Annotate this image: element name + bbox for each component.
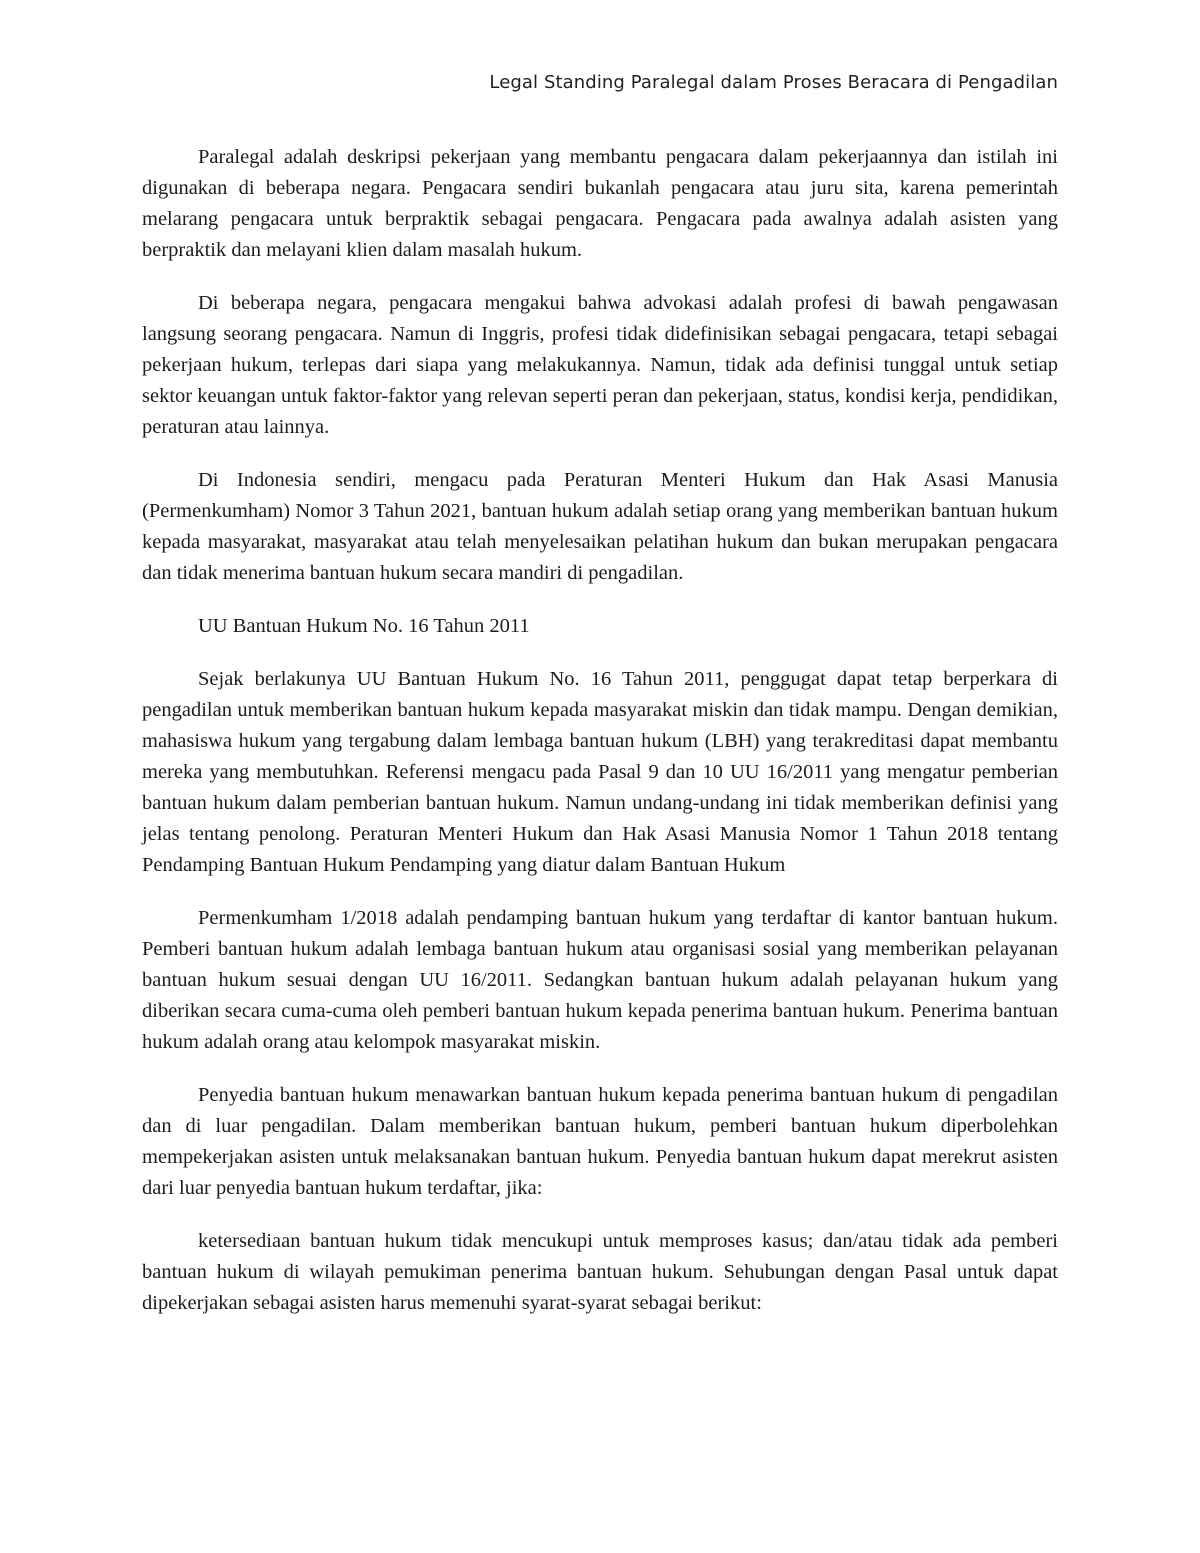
subheading-uu-bantuan-hukum: UU Bantuan Hukum No. 16 Tahun 2011 xyxy=(198,615,530,637)
paragraph-other-countries: Di beberapa negara, pengacara mengakui bahwa advokasi adalah profesi di bawah pengawasan langsung seorang pengacara. Namun di Inggris, profesi tidak didefinisikan sebagai pengacara, tetapi sebagai pekerjaan hukum, terlepas dari siapa yang melakukannya. Namun, tidak ada definisi tunggal untuk setiap sektor keuangan untuk faktor-faktor yang relevan seperti peran dan pekerjaan, status, kondisi kerja, pendidikan, peraturan atau lainnya. xyxy=(142,292,1058,438)
paragraph-penyedia-bantuan-hukum: Penyedia bantuan hukum menawarkan bantuan hukum kepada penerima bantuan hukum di pengadilan dan di luar pengadilan. Dalam memberikan bantuan hukum, pemberi bantuan hukum diperbolehkan mempekerjakan asisten untuk melaksanakan bantuan hukum. Penyedia bantuan hukum dapat merekrut asisten dari luar penyedia bantuan hukum terdaftar, jika: xyxy=(142,1084,1058,1199)
paragraph-uu-16-2011: Sejak berlakunya UU Bantuan Hukum No. 16 Tahun 2011, penggugat dapat tetap berperkara di pengadilan untuk memberikan bantuan hukum kepada masyarakat miskin dan tidak mampu. Dengan demikian, mahasiswa hukum yang tergabung dalam lembaga bantuan hukum (LBH) yang terakreditasi dapat membantu mereka yang membutuhkan. Referensi mengacu pada Pasal 9 dan 10 UU 16/2011 yang mengatur pemberian bantuan hukum dalam pemberian bantuan hukum. Namun undang-undang ini tidak memberikan definisi yang jelas tentang penolong. Peraturan Menteri Hukum dan Hak Asasi Manusia Nomor 1 Tahun 2018 tentang Pendamping Bantuan Hukum Pendamping yang diatur dalam Bantuan Hukum xyxy=(142,668,1058,876)
document-body xyxy=(142,142,1058,1319)
paragraph-permenkumham-1-2018: Permenkumham 1/2018 adalah pendamping bantuan hukum yang terdaftar di kantor bantuan hukum. Pemberi bantuan hukum adalah lembaga bantuan hukum atau organisasi sosial yang memberikan pelayanan bantuan hukum sesuai dengan UU 16/2011. Sedangkan bantuan hukum adalah pelayanan hukum yang diberikan secara cuma-cuma oleh pemberi bantuan hukum kepada penerima bantuan hukum. Penerima bantuan hukum adalah orang atau kelompok masyarakat miskin. xyxy=(142,907,1058,1053)
paragraph-indonesia: Di Indonesia sendiri, mengacu pada Peraturan Menteri Hukum dan Hak Asasi Manusia (Permenkumham) Nomor 3 Tahun 2021, bantuan hukum adalah setiap orang yang memberikan bantuan hukum kepada masyarakat, masyarakat atau telah menyelesaikan pelatihan hukum dan bukan merupakan pengacara dan tidak menerima bantuan hukum secara mandiri di pengadilan. xyxy=(142,469,1058,584)
paragraph-paralegal-definition: Paralegal adalah deskripsi pekerjaan yang membantu pengacara dalam pekerjaannya dan istilah ini digunakan di beberapa negara. Pengacara sendiri bukanlah pengacara atau juru sita, karena pemerintah melarang pengacara untuk berpraktik sebagai pengacara. Pengacara pada awalnya adalah asisten yang berpraktik dan melayani klien dalam masalah hukum. xyxy=(142,146,1058,261)
running-header: Legal Standing Paralegal dalam Proses Beracara di Pengadilan xyxy=(489,72,1058,93)
paragraph-syarat-asisten: ketersediaan bantuan hukum tidak mencukupi untuk memproses kasus; dan/atau tidak ada pemberi bantuan hukum di wilayah pemukiman penerima bantuan hukum. Sehubungan dengan Pasal untuk dapat dipekerjakan sebagai asisten harus memenuhi syarat-syarat sebagai berikut: xyxy=(142,1230,1058,1314)
